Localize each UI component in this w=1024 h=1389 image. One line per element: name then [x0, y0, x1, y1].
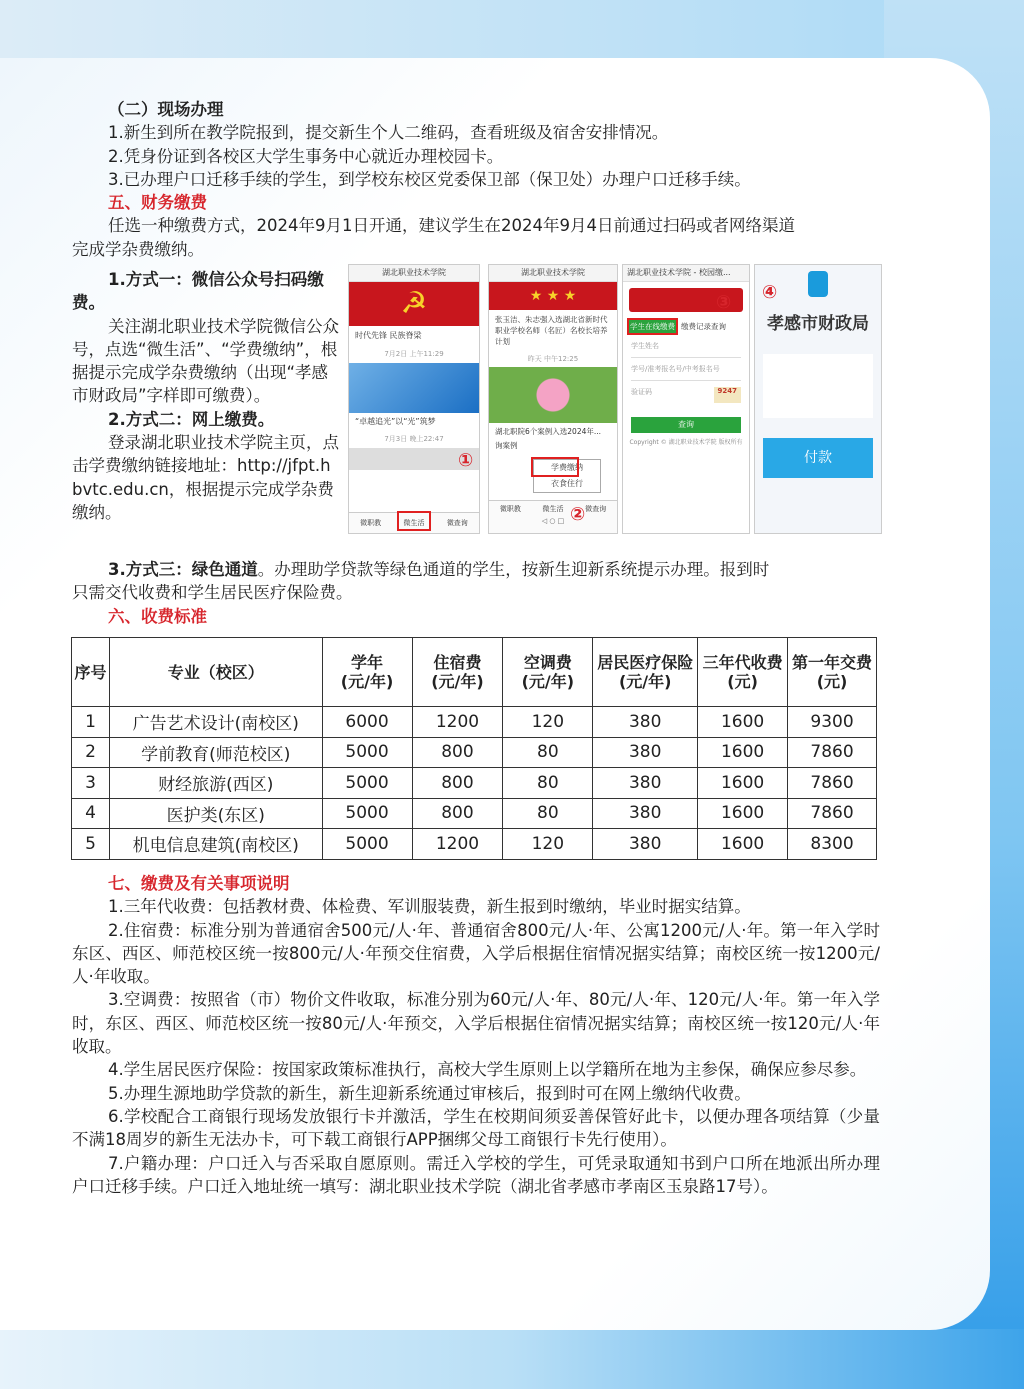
menu-item[interactable]: 微生活: [542, 505, 564, 513]
query-button[interactable]: 查询: [631, 417, 741, 433]
method2-text: 登录湖北职业技术学院主页，点击学费缴纳链接地址：http://jfpt.hbvtc.edu.cn，根据提示完成学杂费缴纳。: [72, 433, 339, 522]
methods-column: [72, 268, 340, 524]
table-cell: 8300: [788, 829, 877, 860]
finance-logo-icon: [808, 271, 828, 297]
table-cell: 5: [72, 829, 110, 860]
table-header: 第一年交费 (元): [788, 638, 877, 707]
table-cell: 1600: [698, 798, 788, 829]
menu-item[interactable]: 微职教: [499, 505, 521, 513]
captcha-field[interactable]: 验证码: [631, 388, 652, 396]
table-cell: 380: [593, 768, 698, 799]
shot3-footer: Copyright © 湖北职业技术学院 版权所有: [629, 439, 743, 446]
shot1-time1: 7月2日 上午11:29: [384, 350, 444, 358]
top-content: [72, 98, 880, 261]
pay-button[interactable]: 付款: [763, 438, 873, 478]
menu-item[interactable]: 微查询: [446, 519, 468, 527]
party-emblem-icon: ☭: [349, 282, 479, 326]
notes-section: [72, 872, 880, 1198]
tab-payment-records[interactable]: 缴费记录查询: [681, 322, 726, 331]
table-row: [72, 798, 877, 829]
shot2-menu: [489, 500, 617, 533]
screenshot-finance-bureau: [754, 264, 882, 534]
table-header: 住宿费 (元/年): [412, 638, 503, 707]
method3-title: 3.方式三：绿色通道: [108, 560, 258, 579]
shot2-header: 湖北职业技术学院: [489, 265, 617, 282]
table-cell: 学前教育(师范校区): [109, 737, 322, 768]
table-cell: 80: [503, 798, 593, 829]
marker-2: ②: [570, 504, 586, 525]
finance-title: 五、财务缴费: [108, 193, 207, 213]
table-cell: 7860: [788, 798, 877, 829]
shot2-caption1: 张玉洁、朱志强入选湖北省新时代职业学校名师（名匠）名校长培养计划: [495, 315, 608, 346]
table-cell: 3: [72, 768, 110, 799]
banner-image: [349, 363, 479, 413]
table-cell: 财经旅游(西区): [109, 768, 322, 799]
popup-item-life[interactable]: 衣食住行: [551, 479, 583, 488]
lotus-image: [489, 367, 617, 423]
finance-intro-line1: 任选一种缴费方式，2024年9月1日开通，建议学生在2024年9月4日前通过扫码或者网络渠道: [108, 216, 795, 236]
marker-4: ④: [762, 282, 778, 303]
table-cell: 120: [503, 707, 593, 738]
table-row: [72, 829, 877, 860]
table-cell: 4: [72, 798, 110, 829]
nav-buttons-icon: ◁ ○ □: [541, 517, 565, 525]
shot2-caption2: 湖北职院6个案例入选2024年...: [495, 427, 602, 436]
fee-standard-table: [71, 637, 877, 860]
table-cell: 80: [503, 768, 593, 799]
menu-item[interactable]: 微查询: [585, 505, 607, 513]
tab-online-payment[interactable]: 学生在线缴费: [627, 318, 678, 335]
method3-text-line2: 只需交代收费和学生居民医疗保险费。: [72, 583, 353, 603]
table-cell: 6000: [322, 707, 412, 738]
table-cell: 380: [593, 707, 698, 738]
table-header: 三年代收费 (元): [698, 638, 788, 707]
marker-3: ③: [716, 292, 732, 313]
popup-item-tuition[interactable]: 学费缴纳: [551, 463, 583, 472]
table-header: 居民医疗保险 (元/年): [593, 638, 698, 707]
table-cell: 5000: [322, 737, 412, 768]
table-cell: 380: [593, 829, 698, 860]
menu-item[interactable]: 微职教: [360, 519, 382, 527]
onsite-item-1: 1.新生到所在教学院报到，提交新生个人二维码，查看班级及宿舍安排情况。: [108, 123, 669, 143]
background-top: [0, 0, 1024, 60]
table-cell: 1600: [698, 707, 788, 738]
method2-title: 2.方式二：网上缴费。: [108, 409, 275, 429]
table-row: [72, 707, 877, 738]
fees-title: 六、收费标准: [108, 606, 207, 626]
table-cell: 5000: [322, 829, 412, 860]
table-cell: 7860: [788, 768, 877, 799]
finance-intro-line2: 完成学杂费缴纳。: [72, 239, 204, 259]
festive-banner: ★ ★ ★: [489, 282, 617, 310]
screenshot-wechat-account: [348, 264, 480, 534]
table-cell: 机电信息建筑(南校区): [109, 829, 322, 860]
captcha-image: 9247: [714, 387, 741, 403]
table-cell: 5000: [322, 768, 412, 799]
shot1-time2: 7月3日 晚上22:47: [384, 435, 444, 443]
shot3-header: 湖北职业技术学院 - 校园缴...: [623, 265, 749, 282]
student-name-field[interactable]: 学生姓名: [631, 341, 741, 358]
onsite-title: （二）现场办理: [108, 100, 224, 119]
table-cell: 120: [503, 829, 593, 860]
background-bottom: [0, 1329, 1024, 1389]
method3-block: [72, 558, 880, 628]
finance-info-panel: [763, 354, 873, 418]
shot1-caption2: “卓越追光”以“光”筑梦: [355, 417, 436, 426]
shot2-caption3: 询案例: [495, 441, 518, 450]
table-row: [72, 737, 877, 768]
note-item: 6.学校配合工商银行现场发放银行卡并激活，学生在校期间须妥善保管好此卡，以便办理各项结算（少量不满18周岁的新生无法办卡，可下载工商银行APP捆绑父母工商银行卡先行使用）。: [72, 1106, 880, 1150]
table-row: [72, 768, 877, 799]
shot2-time1: 昨天 中午12:25: [527, 355, 579, 363]
note-item: 5.办理生源地助学贷款的新生，新生迎新系统通过审核后，报到时可在网上缴纳代收费。: [108, 1083, 751, 1103]
table-cell: 1600: [698, 829, 788, 860]
table-header: 序号: [72, 638, 110, 707]
highlight-box: [397, 511, 431, 531]
table-cell: 9300: [788, 707, 877, 738]
note-item: 3.空调费：按照省（市）物价文件收取，标准分别为60元/人·年、80元/人·年、120元/人·年。第一年入学时，东区、西区、师范校区统一按80元/人·年预交，入学后根据住宿情况据实结算；南校区统一按120元/人·年收取。: [72, 990, 880, 1057]
table-cell: 380: [593, 737, 698, 768]
shot1-caption1: 时代先锋 民族脊梁: [355, 331, 422, 340]
method3-text-line1: 。办理助学贷款等绿色通道的学生，按新生迎新系统提示办理。报到时: [257, 560, 770, 579]
table-header-row: [72, 638, 877, 707]
table-cell: 1: [72, 707, 110, 738]
method1-title: 1.方式一：微信公众号扫码缴费。: [72, 270, 324, 313]
table-header: 空调费 (元/年): [503, 638, 593, 707]
table-cell: 医护类(东区): [109, 798, 322, 829]
table-cell: 80: [503, 737, 593, 768]
table-cell: 2: [72, 737, 110, 768]
onsite-item-2: 2.凭身份证到各校区大学生事务中心就近办理校园卡。: [108, 146, 504, 166]
table-cell: 1200: [412, 707, 503, 738]
table-cell: 380: [593, 798, 698, 829]
payment-screenshots: [348, 264, 880, 532]
shot1-header: 湖北职业技术学院: [349, 265, 479, 282]
highlight-box: [531, 457, 579, 477]
table-cell: 1200: [412, 829, 503, 860]
table-cell: 1600: [698, 768, 788, 799]
menu-item[interactable]: 微生活: [403, 519, 425, 527]
table-cell: 800: [412, 768, 503, 799]
note-item: 2.住宿费：标准分别为普通宿舍500元/人·年、普通宿舍800元/人·年、公寓1200元/人·年。第一年入学时东区、西区、师范校区统一按800元/人·年预交住宿费，入学后根据住宿情况据实结算；南校区统一按1200元/人·年收取。: [72, 920, 880, 987]
table-cell: 广告艺术设计(南校区): [109, 707, 322, 738]
note-item: 4.学生居民医疗保险：按国家政策标准执行，高校大学生原则上以学籍所在地为主参保，确保应参尽参。: [108, 1060, 867, 1080]
note-item: 1.三年代收费：包括教材费、体检费、军训服装费，新生报到时缴纳，毕业时据实结算。: [108, 897, 751, 917]
student-id-field[interactable]: 学号/准考报名号/中考报名号: [631, 364, 741, 381]
table-cell: 800: [412, 798, 503, 829]
table-header: 学年 (元/年): [322, 638, 412, 707]
onsite-item-3: 3.已办理户口迁移手续的学生，到学校东校区党委保卫部（保卫处）办理户口迁移手续。: [108, 169, 751, 189]
method1-text: 关注湖北职业技术学院微信公众号，点选“微生活”、“学费缴纳”，根据提示完成学杂费缴纳（出现“孝感市财政局”字样即可缴费）。: [72, 316, 339, 406]
screenshot-wechat-menu: [488, 264, 618, 534]
finance-bureau-title: 孝感市财政局: [767, 314, 869, 334]
table-cell: 800: [412, 737, 503, 768]
notes-title: 七、缴费及有关事项说明: [108, 874, 290, 893]
table-cell: 1600: [698, 737, 788, 768]
note-item: 7.户籍办理：户口迁入与否采取自愿原则。需迁入学校的学生，可凭录取通知书到户口所在地派出所办理户口迁移手续。户口迁入地址统一填写：湖北职业技术学院（湖北省孝感市孝南区玉泉路17号）。: [72, 1153, 880, 1196]
marker-1: ①: [458, 450, 474, 471]
table-cell: 7860: [788, 737, 877, 768]
table-cell: 5000: [322, 798, 412, 829]
table-header: 专业（校区）: [109, 638, 322, 707]
